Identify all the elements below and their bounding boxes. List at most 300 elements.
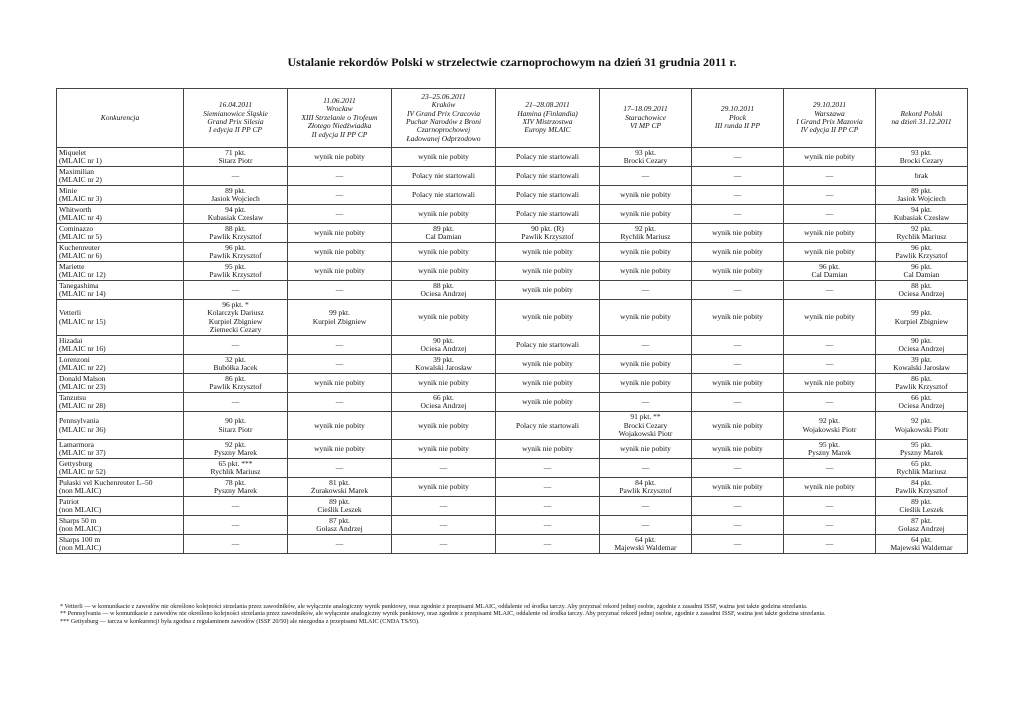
result-cell bbox=[784, 300, 876, 336]
result-line: Majewski Waldemar bbox=[890, 543, 953, 553]
table-row bbox=[57, 516, 968, 535]
result-cell bbox=[784, 186, 876, 205]
header-line: Siemianowice Śląskie bbox=[203, 108, 268, 118]
record-cell bbox=[876, 243, 968, 262]
table-row bbox=[57, 440, 968, 459]
result-line: wynik nie pobity bbox=[804, 378, 855, 388]
record-cell bbox=[876, 516, 968, 535]
result-line: 99 pkt. bbox=[911, 308, 932, 318]
result-cell bbox=[184, 167, 288, 186]
result-cell bbox=[392, 497, 496, 516]
result-line: Polacy nie startowali bbox=[516, 420, 579, 430]
result-line: wynik nie pobity bbox=[418, 151, 469, 161]
result-line: wynik nie pobity bbox=[712, 443, 763, 453]
header-line: III runda II PP bbox=[714, 121, 761, 131]
competition-line: Vetterli bbox=[59, 308, 82, 318]
competition-line: (MLAIC nr 15) bbox=[59, 316, 106, 326]
result-line: 96 pkt. bbox=[225, 242, 246, 252]
result-line: Pawlik Krzysztof bbox=[895, 251, 948, 260]
result-line: wynik nie pobity bbox=[620, 359, 671, 369]
competition-cell bbox=[57, 300, 184, 336]
result-line: 96 pkt. * bbox=[222, 299, 249, 309]
table-row bbox=[57, 393, 968, 412]
table-row bbox=[57, 186, 968, 205]
result-line: Brocki Cezary bbox=[623, 420, 668, 430]
result-line: Ociesa Andrzej bbox=[898, 401, 945, 411]
result-line: 66 pkt. bbox=[433, 392, 454, 402]
result-cell bbox=[692, 148, 784, 167]
header-line: IV edycja II PP CP bbox=[800, 125, 859, 135]
result-cell bbox=[392, 374, 496, 393]
header-event-4 bbox=[496, 89, 600, 148]
result-line: — bbox=[825, 519, 834, 529]
result-line: Kowalski Jarosław bbox=[893, 363, 950, 373]
result-cell bbox=[392, 205, 496, 224]
result-line: 90 pkt. bbox=[433, 335, 454, 345]
table-row bbox=[57, 355, 968, 374]
competition-cell bbox=[57, 205, 184, 224]
result-line: 96 pkt. bbox=[911, 242, 932, 252]
result-cell bbox=[288, 205, 392, 224]
records-table bbox=[56, 88, 968, 554]
table-row bbox=[57, 478, 968, 497]
competition-line: Hizadai bbox=[59, 335, 83, 345]
result-line: Majewski Waldemar bbox=[614, 543, 677, 553]
result-line: wynik nie pobity bbox=[620, 189, 671, 199]
header-event-7 bbox=[784, 89, 876, 148]
result-cell bbox=[600, 300, 692, 336]
result-cell bbox=[600, 243, 692, 262]
header-line: 29.10.2011 bbox=[812, 100, 847, 110]
result-cell bbox=[496, 355, 600, 374]
result-line: Rychlik Mariusz bbox=[620, 232, 671, 241]
header-line: 21–28.08.2011 bbox=[525, 100, 570, 110]
result-cell bbox=[784, 148, 876, 167]
result-cell bbox=[784, 440, 876, 459]
result-cell bbox=[184, 300, 288, 336]
result-cell bbox=[288, 243, 392, 262]
result-line: wynik nie pobity bbox=[620, 312, 671, 322]
result-cell bbox=[600, 516, 692, 535]
result-line: Ziemecki Cezary bbox=[209, 325, 262, 335]
result-line: — bbox=[641, 284, 650, 294]
result-line: 92 pkt. bbox=[911, 223, 932, 233]
competition-cell bbox=[57, 516, 184, 535]
result-line: Polacy nie startowali bbox=[516, 340, 579, 350]
result-cell bbox=[184, 412, 288, 440]
result-line: wynik nie pobity bbox=[314, 151, 365, 161]
competition-line: (non MLAIC) bbox=[59, 524, 102, 534]
record-cell bbox=[876, 148, 968, 167]
result-line: 95 pkt. bbox=[911, 439, 932, 449]
result-cell bbox=[288, 148, 392, 167]
result-cell bbox=[392, 478, 496, 497]
result-cell bbox=[692, 224, 784, 243]
competition-cell bbox=[57, 243, 184, 262]
result-cell bbox=[784, 336, 876, 355]
result-cell bbox=[600, 281, 692, 300]
record-cell bbox=[876, 374, 968, 393]
result-cell bbox=[496, 148, 600, 167]
header-line: Kraków bbox=[431, 100, 456, 110]
result-line: 92 pkt. bbox=[911, 416, 932, 426]
competition-line: Mariette bbox=[59, 261, 85, 271]
header-line: Grand Prix Silesia bbox=[207, 117, 264, 126]
result-line: Cal Damian bbox=[425, 232, 462, 241]
competition-line: (MLAIC nr 16) bbox=[59, 344, 106, 354]
result-line: 95 pkt. bbox=[225, 261, 246, 271]
result-cell bbox=[600, 186, 692, 205]
competition-cell bbox=[57, 336, 184, 355]
result-line: — bbox=[335, 397, 344, 407]
competition-line: (MLAIC nr 12) bbox=[59, 270, 106, 279]
result-cell bbox=[392, 336, 496, 355]
result-line: wynik nie pobity bbox=[522, 284, 573, 294]
result-cell bbox=[184, 393, 288, 412]
result-cell bbox=[496, 243, 600, 262]
result-line: — bbox=[733, 538, 742, 548]
result-line: Wojakowski Piotr bbox=[802, 424, 857, 434]
result-cell bbox=[692, 393, 784, 412]
table-row bbox=[57, 167, 968, 186]
result-line: — bbox=[825, 538, 834, 548]
result-cell bbox=[692, 355, 784, 374]
table-row bbox=[57, 262, 968, 281]
result-line: Polacy nie startowali bbox=[516, 170, 579, 180]
header-line: 29.10.2011 bbox=[720, 104, 755, 114]
result-cell bbox=[392, 243, 496, 262]
result-line: — bbox=[543, 500, 552, 510]
header-line: II edycja II PP CP bbox=[311, 129, 368, 139]
header-line: I edycja II PP CP bbox=[208, 125, 263, 135]
result-cell bbox=[288, 393, 392, 412]
result-cell bbox=[288, 262, 392, 281]
result-line: Jasiok Wojciech bbox=[897, 194, 946, 203]
result-line: — bbox=[335, 284, 344, 294]
result-line: 39 pkt. bbox=[911, 354, 932, 364]
result-line: 96 pkt. bbox=[911, 261, 932, 271]
result-line: wynik nie pobity bbox=[314, 227, 365, 237]
table-row bbox=[57, 205, 968, 224]
competition-line: Tanegashima bbox=[59, 280, 99, 290]
result-cell bbox=[184, 224, 288, 243]
competition-cell bbox=[57, 535, 184, 554]
result-cell bbox=[600, 224, 692, 243]
result-cell bbox=[496, 336, 600, 355]
result-line: Pyszny Marek bbox=[899, 448, 944, 458]
result-line: — bbox=[825, 462, 834, 472]
result-cell bbox=[288, 497, 392, 516]
result-cell bbox=[392, 262, 496, 281]
result-line: — bbox=[543, 462, 552, 472]
result-cell bbox=[288, 516, 392, 535]
header-line: 11.06.2011 bbox=[323, 95, 356, 105]
result-cell bbox=[184, 186, 288, 205]
result-line: 65 pkt. *** bbox=[218, 458, 253, 468]
result-cell bbox=[784, 497, 876, 516]
result-line: wynik nie pobity bbox=[314, 378, 365, 388]
result-line: Brocki Cezary bbox=[623, 156, 668, 165]
result-line: 92 pkt. bbox=[635, 223, 656, 233]
result-cell bbox=[600, 262, 692, 281]
header-line: 16.04.2011 bbox=[218, 100, 253, 110]
result-cell bbox=[784, 374, 876, 393]
result-cell bbox=[692, 167, 784, 186]
competition-cell bbox=[57, 393, 184, 412]
competition-line: Pennsylvania bbox=[59, 416, 99, 426]
result-cell bbox=[496, 167, 600, 186]
result-line: Ociesa Andrzej bbox=[898, 289, 945, 298]
result-line: wynik nie pobity bbox=[418, 208, 469, 218]
result-line: wynik nie pobity bbox=[314, 246, 365, 256]
result-cell bbox=[692, 535, 784, 554]
result-line: wynik nie pobity bbox=[712, 481, 763, 491]
result-line: wynik nie pobity bbox=[522, 246, 573, 256]
result-line: — bbox=[825, 284, 834, 294]
result-cell bbox=[496, 374, 600, 393]
result-line: — bbox=[439, 500, 448, 510]
result-line: Pyszny Marek bbox=[213, 486, 258, 496]
record-cell bbox=[876, 478, 968, 497]
competition-cell bbox=[57, 167, 184, 186]
result-line: Ociesa Andrzej bbox=[420, 401, 467, 411]
header-line: Płock bbox=[728, 112, 747, 122]
result-line: wynik nie pobity bbox=[620, 443, 671, 453]
result-line: 88 pkt. bbox=[911, 280, 932, 290]
result-line: Gołasz Andrzej bbox=[898, 524, 945, 534]
header-line: Złotego Niedźwiadka bbox=[307, 121, 372, 131]
result-line: 90 pkt. bbox=[225, 416, 246, 426]
result-line: Cal Damian bbox=[811, 270, 848, 279]
result-line: wynik nie pobity bbox=[418, 265, 469, 275]
table-row bbox=[57, 243, 968, 262]
competition-line: (MLAIC nr 5) bbox=[59, 232, 102, 241]
result-line: Rychlik Mariusz bbox=[896, 232, 947, 241]
result-line: 92 pkt. bbox=[225, 439, 246, 449]
result-cell bbox=[600, 374, 692, 393]
header-line: Konkurencja bbox=[100, 112, 140, 122]
result-cell bbox=[784, 355, 876, 374]
result-cell bbox=[496, 412, 600, 440]
result-line: Pawlik Krzysztof bbox=[209, 270, 262, 279]
result-line: — bbox=[543, 538, 552, 548]
result-line: wynik nie pobity bbox=[418, 420, 469, 430]
result-cell bbox=[692, 205, 784, 224]
result-cell bbox=[784, 205, 876, 224]
header-line: XIV Mistrzostwa bbox=[522, 117, 573, 126]
result-cell bbox=[496, 393, 600, 412]
header-event-6 bbox=[692, 89, 784, 148]
competition-line: (MLAIC nr 37) bbox=[59, 448, 106, 458]
header-line: Warszawa bbox=[814, 108, 845, 118]
competition-line: Maximilian bbox=[59, 166, 94, 176]
result-cell bbox=[600, 336, 692, 355]
result-line: — bbox=[641, 340, 650, 350]
result-cell bbox=[784, 459, 876, 478]
competition-cell bbox=[57, 262, 184, 281]
result-cell bbox=[392, 440, 496, 459]
result-line: 64 pkt. bbox=[635, 534, 656, 544]
competition-line: Whitworth bbox=[59, 204, 92, 214]
result-cell bbox=[184, 205, 288, 224]
result-cell bbox=[288, 167, 392, 186]
competition-line: Cominazzo bbox=[59, 223, 94, 233]
record-cell bbox=[876, 440, 968, 459]
competition-line: (MLAIC nr 4) bbox=[59, 213, 102, 222]
result-line: wynik nie pobity bbox=[314, 420, 365, 430]
result-line: Pawlik Krzysztof bbox=[895, 382, 948, 392]
result-line: wynik nie pobity bbox=[522, 359, 573, 369]
result-cell bbox=[288, 186, 392, 205]
result-cell bbox=[184, 243, 288, 262]
result-line: wynik nie pobity bbox=[418, 443, 469, 453]
result-line: — bbox=[825, 359, 834, 369]
result-line: — bbox=[733, 462, 742, 472]
result-line: wynik nie pobity bbox=[804, 227, 855, 237]
result-cell bbox=[600, 393, 692, 412]
result-line: 84 pkt. bbox=[911, 477, 932, 487]
record-cell bbox=[876, 262, 968, 281]
record-cell bbox=[876, 224, 968, 243]
competition-line: (MLAIC nr 2) bbox=[59, 175, 102, 184]
result-cell bbox=[184, 535, 288, 554]
result-cell bbox=[692, 243, 784, 262]
result-line: 95 pkt. bbox=[819, 439, 840, 449]
header-line: VI MP CP bbox=[629, 121, 662, 131]
result-cell bbox=[692, 374, 784, 393]
result-line: Sitarz Piotr bbox=[218, 156, 253, 165]
result-cell bbox=[496, 224, 600, 243]
header-line: na dzień 31.12.2011 bbox=[891, 117, 952, 126]
result-line: 94 pkt. bbox=[911, 204, 932, 214]
record-cell bbox=[876, 412, 968, 440]
result-line: — bbox=[825, 340, 834, 350]
table-row bbox=[57, 224, 968, 243]
result-line: Rychlik Mariusz bbox=[210, 467, 261, 477]
table-row bbox=[57, 459, 968, 478]
competition-cell bbox=[57, 224, 184, 243]
result-cell bbox=[184, 374, 288, 393]
competition-cell bbox=[57, 497, 184, 516]
result-line: wynik nie pobity bbox=[418, 312, 469, 322]
result-cell bbox=[600, 497, 692, 516]
footnote: ** Pennsylvania — w komunikacie z zawodów nie określono kolejności strzelania przez zawodników, ale wyłącznie analogiczny wynik punktowy, oraz zgodnie z przepisami MLAIC, oddalenie od środka tarczy. Aby przyznać rekord jednej osobie, zgodnie z zasadmi ISSF, ważna jest także godzina strzelania. bbox=[60, 610, 826, 618]
table-row bbox=[57, 374, 968, 393]
competition-line: (MLAIC nr 22) bbox=[59, 363, 106, 373]
result-cell bbox=[784, 478, 876, 497]
result-line: 84 pkt. bbox=[635, 477, 656, 487]
result-line: Wojakowski Piotr bbox=[894, 424, 949, 434]
competition-cell bbox=[57, 355, 184, 374]
result-line: — bbox=[335, 340, 344, 350]
result-line: Cieślik Leszek bbox=[899, 505, 944, 515]
result-line: wynik nie pobity bbox=[620, 208, 671, 218]
result-cell bbox=[392, 186, 496, 205]
result-line: Pyszny Marek bbox=[213, 448, 258, 458]
result-cell bbox=[692, 516, 784, 535]
header-event-2 bbox=[288, 89, 392, 148]
table-row bbox=[57, 497, 968, 516]
result-line: — bbox=[641, 462, 650, 472]
result-line: Cal Damian bbox=[903, 270, 940, 279]
result-line: Pawlik Krzysztof bbox=[619, 486, 672, 496]
result-cell bbox=[692, 281, 784, 300]
header-event-3 bbox=[392, 89, 496, 148]
result-line: 81 pkt. bbox=[329, 477, 350, 487]
result-cell bbox=[184, 459, 288, 478]
result-cell bbox=[784, 167, 876, 186]
result-line: — bbox=[733, 170, 742, 180]
result-line: wynik nie pobity bbox=[620, 246, 671, 256]
header-line: Ładowanej Odprzodowo bbox=[406, 133, 481, 143]
result-cell bbox=[496, 205, 600, 224]
result-line: 99 pkt. bbox=[329, 308, 350, 318]
header-line: XIII Strzelanie o Trofeum bbox=[301, 112, 378, 122]
table-row bbox=[57, 300, 968, 336]
result-cell bbox=[184, 148, 288, 167]
result-line: 91 pkt. ** bbox=[630, 412, 661, 422]
result-line: Gołasz Andrzej bbox=[316, 524, 363, 534]
result-cell bbox=[288, 535, 392, 554]
result-cell bbox=[784, 262, 876, 281]
result-line: — bbox=[641, 500, 650, 510]
competition-line: (non MLAIC) bbox=[59, 543, 102, 553]
result-line: wynik nie pobity bbox=[522, 443, 573, 453]
result-line: — bbox=[825, 397, 834, 407]
result-line: 89 pkt. bbox=[329, 496, 350, 506]
result-line: 89 pkt. bbox=[911, 185, 932, 195]
competition-line: Sharps 100 m bbox=[59, 534, 101, 544]
record-cell bbox=[876, 336, 968, 355]
result-line: wynik nie pobity bbox=[418, 246, 469, 256]
result-line: — bbox=[641, 397, 650, 407]
record-cell bbox=[876, 300, 968, 336]
result-cell bbox=[496, 535, 600, 554]
result-line: — bbox=[231, 519, 240, 529]
result-line: brak bbox=[914, 170, 929, 180]
result-cell bbox=[288, 300, 392, 336]
competition-line: Gettysburg bbox=[59, 458, 93, 468]
result-line: 71 pkt. bbox=[225, 147, 246, 157]
result-line: 89 pkt. bbox=[911, 496, 932, 506]
result-line: 86 pkt. bbox=[225, 373, 246, 383]
result-cell bbox=[496, 516, 600, 535]
result-cell bbox=[184, 440, 288, 459]
header-line: I Grand Prix Mazovia bbox=[796, 117, 863, 126]
result-line: 93 pkt. bbox=[911, 147, 932, 157]
result-line: wynik nie pobity bbox=[712, 265, 763, 275]
competition-line: (MLAIC nr 23) bbox=[59, 382, 106, 392]
result-cell bbox=[784, 281, 876, 300]
result-line: — bbox=[733, 359, 742, 369]
table-row bbox=[57, 281, 968, 300]
competition-cell bbox=[57, 478, 184, 497]
result-line: 39 pkt. bbox=[433, 354, 454, 364]
result-line: — bbox=[733, 519, 742, 529]
result-line: wynik nie pobity bbox=[314, 443, 365, 453]
result-cell bbox=[784, 516, 876, 535]
footnote: * Vetterli — w komunikacie z zawodów nie określono kolejności strzelania przez zawodników, ale wyłącznie analogiczny wynik punktowy, oraz zgodnie z przepisami MLAIC, oddalenie od środka tarczy. Aby przyznać rekord jednej osobie, zgodnie z zasadmi ISSF, ważna jest także godzina strzelania. bbox=[60, 603, 808, 610]
header-competition bbox=[57, 89, 184, 148]
competition-cell bbox=[57, 186, 184, 205]
result-line: Wojakowski Piotr bbox=[618, 428, 673, 438]
competition-line: (MLAIC nr 36) bbox=[59, 424, 106, 434]
result-line: — bbox=[825, 500, 834, 510]
result-line: wynik nie pobity bbox=[620, 265, 671, 275]
result-cell bbox=[600, 167, 692, 186]
competition-line: (MLAIC nr 1) bbox=[59, 156, 102, 165]
footnote: *** Gettysburg — tarcza w konkurencji była zgodna z regulaminem zawodów (ISSF 20/50) ale niezgodna z przepisami MLAIC (CNDA TS/93). bbox=[60, 617, 420, 625]
